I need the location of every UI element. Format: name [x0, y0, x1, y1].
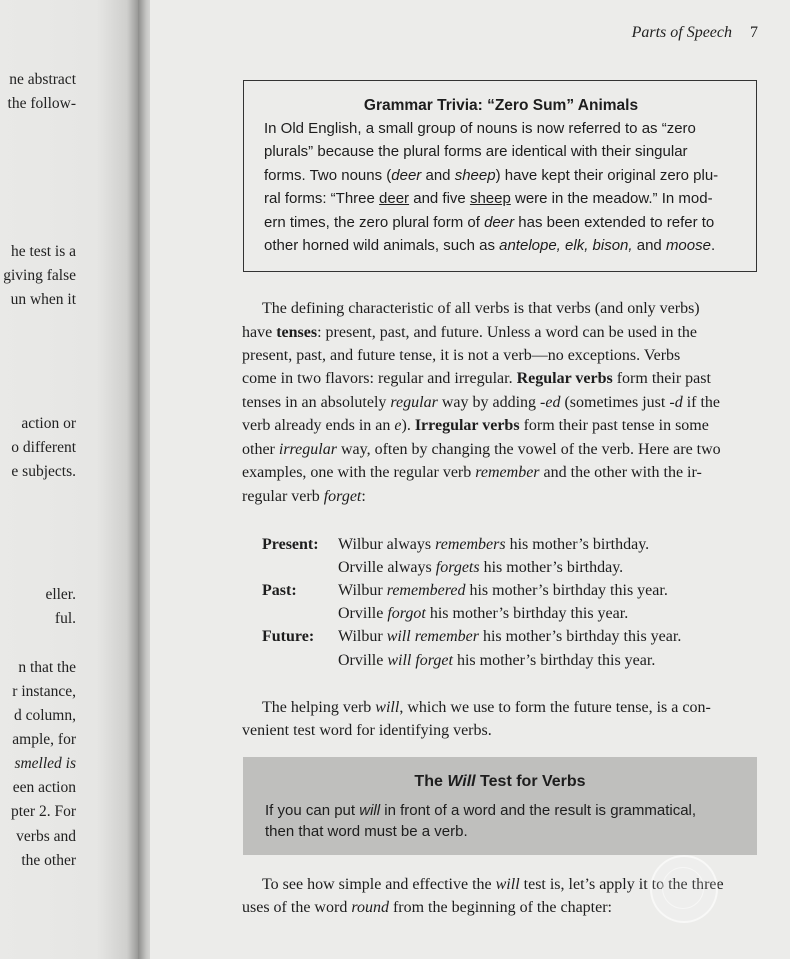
- text-run: .: [710, 237, 716, 255]
- text-run: ) have kept their original zero plu-: [495, 166, 719, 184]
- text-run: way by adding: [437, 394, 541, 411]
- text-run: To see how simple and effective the: [262, 876, 496, 893]
- text-run: will: [495, 876, 520, 893]
- paragraph-line: [242, 464, 702, 482]
- text-run: , which we use to form the future tense, is a con-: [399, 699, 711, 716]
- text-run: round: [351, 899, 389, 916]
- paragraph-line: [242, 488, 366, 506]
- left-page-line: the other: [21, 852, 76, 869]
- trivia-line: [264, 187, 738, 210]
- tense-label: Present:: [262, 536, 319, 553]
- text-run: (sometimes just: [560, 394, 670, 411]
- left-page-line: een action: [12, 779, 76, 796]
- text-run: forgot: [387, 605, 426, 622]
- text-run: test is, let’s apply it to the three: [519, 876, 724, 893]
- tense-label: Future:: [262, 628, 315, 645]
- left-page-line: smelled is: [14, 755, 76, 772]
- text-run: deer: [379, 190, 410, 208]
- text-run: The helping verb: [262, 699, 376, 716]
- text-run: moose: [665, 237, 711, 255]
- text-run: has been extended to refer to: [514, 213, 715, 231]
- paragraph-line: [242, 722, 492, 740]
- running-head-title: Parts of Speech: [631, 24, 732, 41]
- will-test-line: [265, 823, 468, 840]
- text-run: way, often by changing the vowel of the verb. Here are two: [336, 441, 721, 458]
- text-run: The defining characteristic of all verbs is that verbs (and only verbs): [262, 300, 700, 317]
- example-sentence: [338, 536, 649, 554]
- text-run: :: [361, 488, 366, 505]
- text-run: Orville: [338, 605, 388, 622]
- text-run: his mother’s birthday.: [505, 536, 650, 553]
- text-run: forget: [323, 488, 362, 505]
- left-page-line: ample, for: [12, 731, 76, 748]
- text-run: Regular verbs: [516, 370, 613, 387]
- text-run: have: [242, 324, 277, 341]
- left-page-line: pter 2. For: [10, 803, 76, 820]
- paragraph-line: [262, 300, 700, 318]
- paragraph-line: [242, 347, 680, 365]
- trivia-line: [264, 117, 738, 140]
- text-run: The: [414, 773, 448, 790]
- left-page-line: the follow-: [7, 95, 76, 112]
- page-number: 7: [750, 24, 758, 41]
- text-run: from the beginning of the chapter:: [388, 899, 612, 916]
- paragraph-line: [242, 370, 711, 388]
- text-run: ).: [401, 417, 415, 434]
- text-run: antelope, elk, bison,: [499, 237, 633, 255]
- trivia-line: [264, 211, 738, 234]
- text-run: examples, one with the regular verb: [242, 464, 476, 481]
- text-run: plurals” because the plural forms are identical with their singular: [264, 143, 688, 161]
- paragraph-line: [242, 899, 612, 917]
- text-run: uses of the word: [242, 899, 352, 916]
- text-run: Will: [447, 773, 476, 790]
- paragraph-line: [242, 441, 721, 459]
- text-run: and five: [409, 190, 470, 208]
- left-page-line: action or: [21, 415, 76, 432]
- text-run: Irregular verbs: [414, 417, 520, 434]
- text-run: his mother’s birthday this year.: [478, 628, 682, 645]
- text-run: remembers: [435, 536, 506, 553]
- watermark-stamp: [650, 855, 718, 923]
- left-page-line: giving false: [3, 267, 76, 284]
- text-run: : present, past, and future. Unless a word can be used in the: [317, 324, 697, 341]
- text-run: irregular: [278, 441, 337, 458]
- left-page-line: e subjects.: [11, 463, 76, 480]
- text-run: verb already ends in an: [242, 417, 395, 434]
- text-run: regular verb: [242, 488, 324, 505]
- text-run: remember: [475, 464, 540, 481]
- text-run: If you can put: [265, 802, 360, 819]
- text-run: and: [421, 166, 455, 184]
- trivia-title: Grammar Trivia: “Zero Sum” Animals: [363, 97, 639, 114]
- text-run: tenses in an absolutely: [242, 394, 391, 411]
- text-run: In Old English, a small group of nouns is now referred to as “zero: [264, 120, 696, 137]
- grammar-trivia-box: [243, 80, 757, 272]
- left-page-line: he test is a: [11, 243, 76, 260]
- left-page-line: o different: [11, 439, 76, 456]
- left-page-line: eller.: [45, 586, 76, 603]
- text-run: Wilbur: [338, 582, 387, 599]
- example-sentence: [338, 605, 628, 623]
- text-run: form their past tense in some: [519, 417, 709, 434]
- text-run: form their past: [612, 370, 711, 387]
- text-run: in front of a word and the result is grammatical,: [380, 802, 697, 819]
- trivia-line: [264, 234, 738, 257]
- text-run: e: [394, 417, 402, 434]
- will-test-title: [243, 773, 757, 791]
- text-run: will: [375, 699, 400, 716]
- text-run: will: [359, 802, 381, 819]
- text-run: deer: [391, 166, 422, 184]
- text-run: Orville always: [338, 559, 436, 576]
- text-run: his mother’s birthday this year.: [465, 582, 668, 599]
- left-page-line: verbs and: [16, 828, 76, 845]
- tense-label: Past:: [262, 582, 297, 599]
- example-sentence: [338, 559, 623, 577]
- text-run: and the other with the ir-: [539, 464, 702, 481]
- text-run: will remember: [386, 628, 479, 645]
- text-run: ern times, the zero plural form of: [264, 213, 485, 231]
- text-run: other: [242, 441, 279, 458]
- text-run: venient test word for identifying verbs.: [242, 722, 492, 739]
- text-run: sheep: [469, 190, 511, 208]
- left-facing-page: [0, 0, 138, 959]
- text-run: -d: [669, 394, 683, 411]
- paragraph-line: [242, 394, 720, 412]
- text-run: if the: [682, 394, 721, 411]
- paragraph-line: [262, 699, 711, 717]
- trivia-line: [264, 164, 738, 187]
- text-run: regular: [390, 394, 438, 411]
- text-run: other horned wild animals, such as: [264, 237, 500, 255]
- book-page: [150, 0, 790, 959]
- text-run: -ed: [540, 394, 561, 411]
- left-page-line: n that the: [18, 659, 76, 676]
- text-run: deer: [484, 213, 515, 231]
- example-sentence: [338, 582, 668, 600]
- will-test-line: [265, 802, 696, 819]
- text-run: Orville: [338, 652, 388, 669]
- text-run: ral forms: “Three: [264, 190, 380, 208]
- paragraph-line: [242, 324, 697, 342]
- text-run: come in two flavors: regular and irregular.: [242, 370, 517, 387]
- text-run: present, past, and future tense, it is not a verb—no exceptions. Verbs: [242, 347, 681, 364]
- left-page-line: r instance,: [12, 683, 76, 700]
- text-run: forms. Two nouns (: [264, 166, 392, 184]
- left-page-line: d column,: [14, 707, 76, 724]
- text-run: forgets: [435, 559, 480, 576]
- text-run: were in the meadow.” In mod-: [510, 190, 713, 208]
- example-sentence: [338, 652, 655, 670]
- text-run: sheep: [454, 166, 496, 184]
- example-sentence: [338, 628, 681, 646]
- text-run: and: [632, 237, 666, 255]
- left-page-line: un when it: [10, 291, 76, 308]
- text-run: then that word must be a verb.: [265, 823, 468, 840]
- text-run: Test for Verbs: [475, 773, 586, 790]
- trivia-line: [264, 140, 738, 163]
- text-run: his mother’s birthday.: [479, 559, 624, 576]
- left-page-line: ful.: [54, 610, 76, 627]
- text-run: Wilbur always: [338, 536, 436, 553]
- text-run: will forget: [387, 652, 453, 669]
- text-run: remembered: [386, 582, 466, 599]
- text-run: his mother’s birthday this year.: [452, 652, 656, 669]
- text-run: his mother’s birthday this year.: [425, 605, 629, 622]
- text-run: Wilbur: [338, 628, 387, 645]
- will-test-box: [243, 757, 757, 855]
- left-page-line: ne abstract: [9, 71, 76, 88]
- running-head: [632, 24, 758, 42]
- paragraph-line: [242, 417, 709, 435]
- text-run: tenses: [276, 324, 318, 341]
